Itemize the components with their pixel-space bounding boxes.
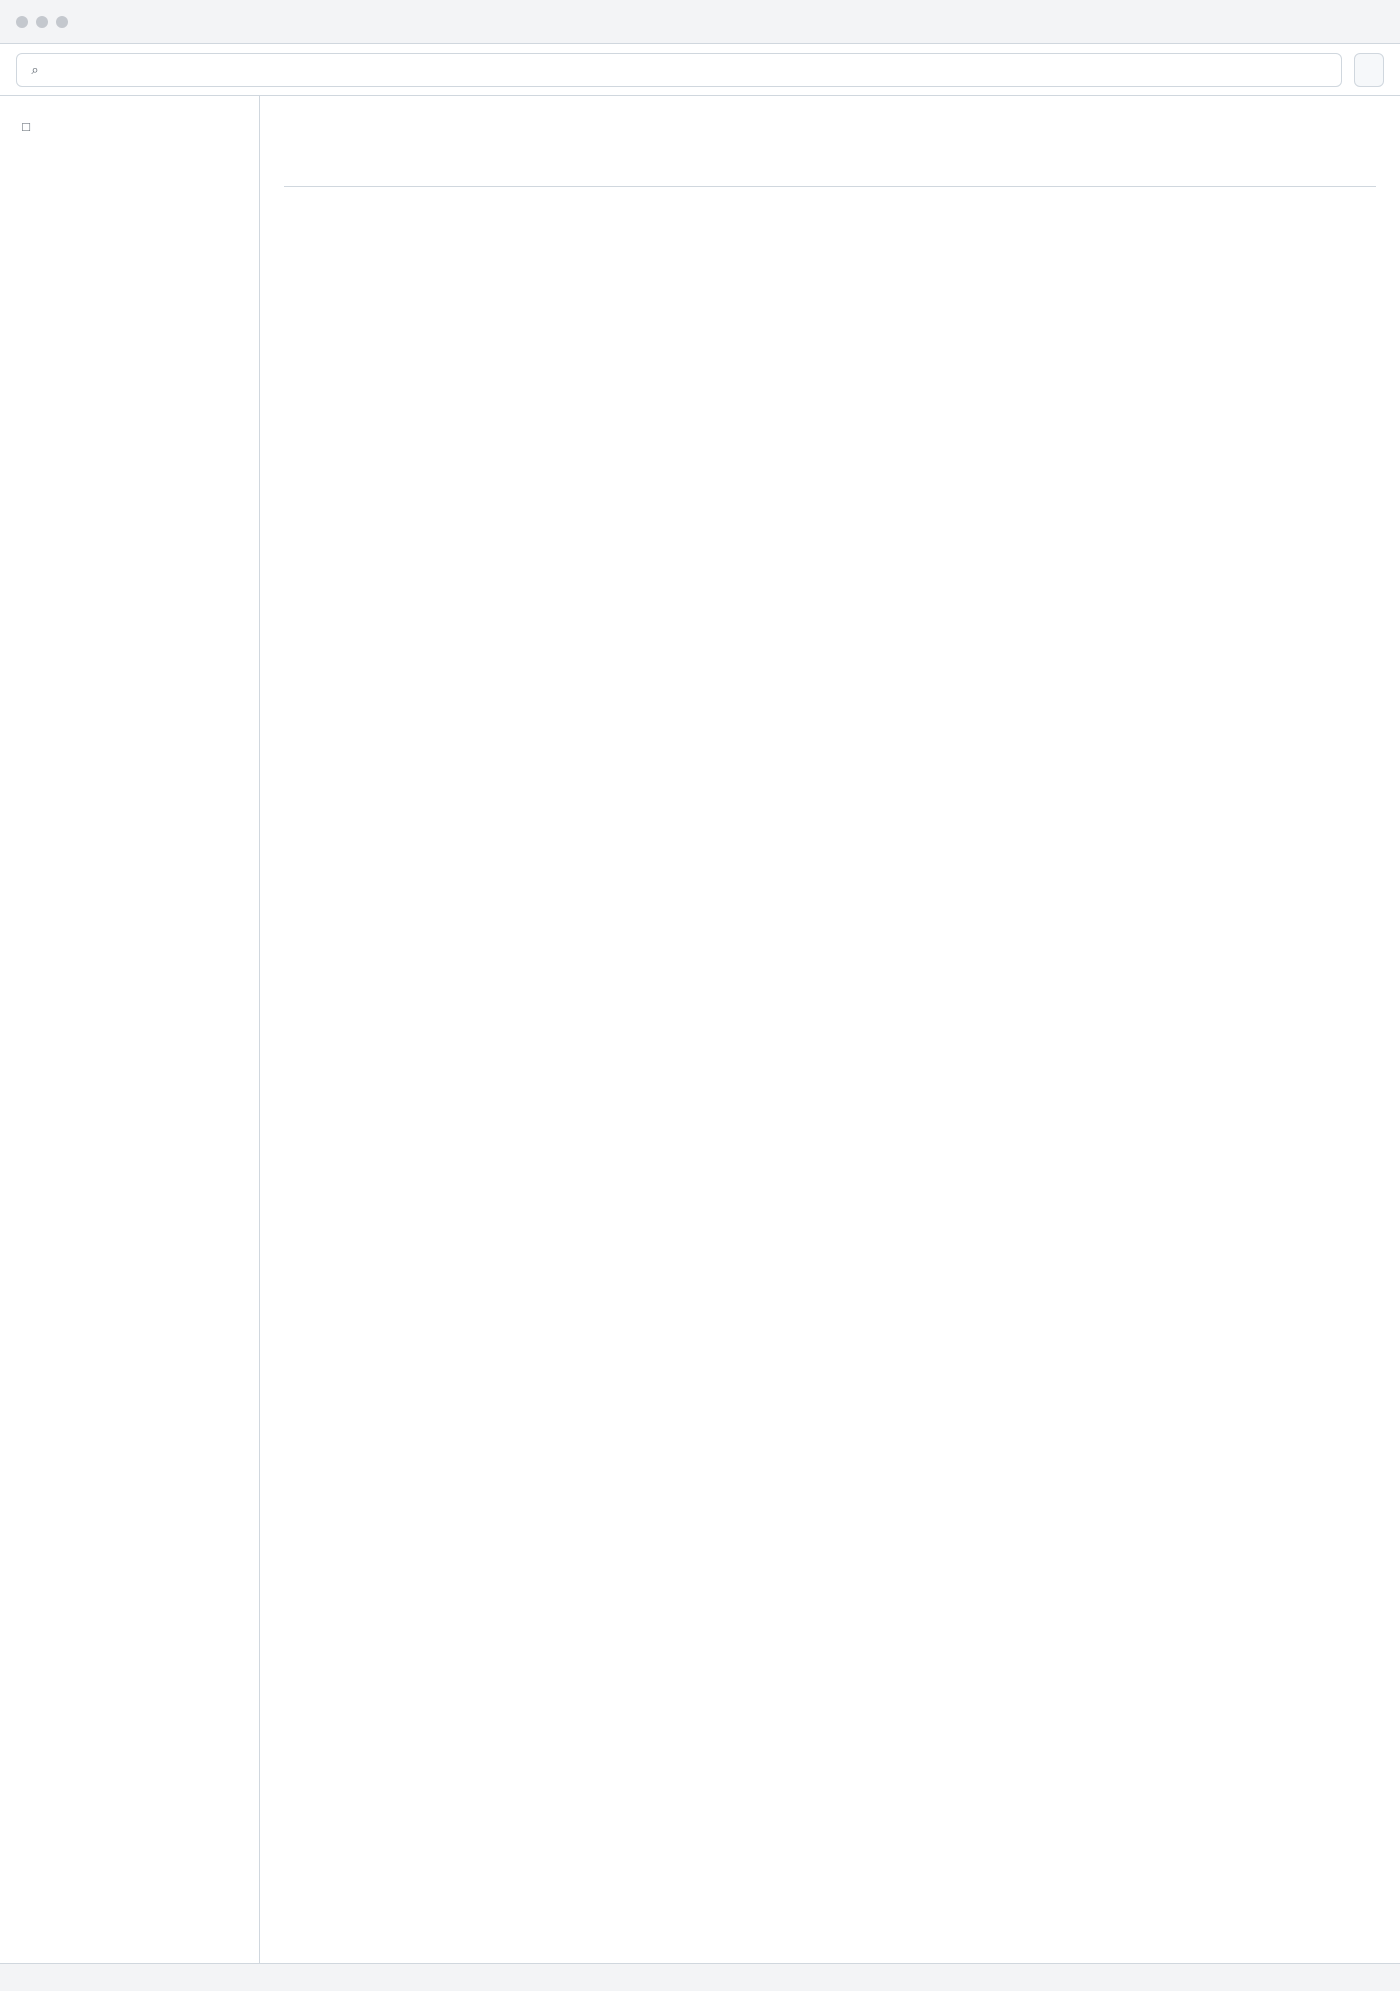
search-icon: ⌕ [31,61,39,77]
page-title [284,120,1376,150]
toolbar [0,44,1400,96]
sidebar [0,96,260,1963]
tab-item[interactable] [284,166,312,186]
content-area [0,96,1400,1963]
search-box[interactable] [16,53,1342,87]
close-window-button[interactable] [16,16,28,28]
search-input[interactable] [51,62,1331,78]
maximize-window-button[interactable] [56,16,68,28]
tab-bar [284,166,1376,187]
title-bar [0,0,1400,44]
sidebar-item[interactable] [8,108,251,144]
main-panel [260,96,1400,1963]
primary-action-button[interactable] [1354,53,1384,87]
window-controls [16,16,68,28]
status-bar [0,1963,1400,1991]
minimize-window-button[interactable] [36,16,48,28]
folder-icon: □ [22,118,30,134]
